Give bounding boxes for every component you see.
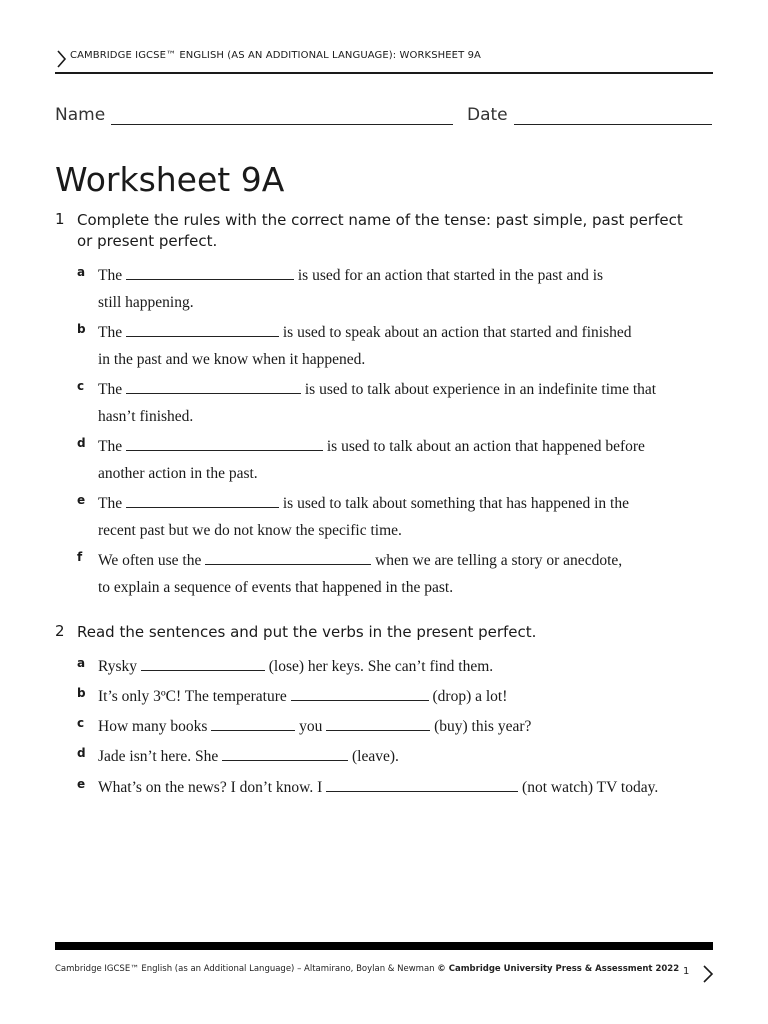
item-text: still happening.: [98, 294, 194, 311]
item-text: in the past and we know when it happened.: [98, 351, 366, 368]
question-instruction: Complete the rules with the correct name of the tense: past simple, past perfect or present perfect.: [77, 211, 683, 250]
question-instruction: Read the sentences and put the verbs in the present perfect.: [77, 623, 537, 641]
answer-blank[interactable]: [211, 716, 295, 731]
item-text: is used to talk about something that has happened in the: [282, 495, 629, 512]
item-text: How many books: [98, 718, 208, 735]
answer-blank[interactable]: [291, 686, 429, 701]
chevron-right-icon[interactable]: [702, 964, 714, 984]
item-letter: a: [77, 656, 86, 670]
item-text: Jade isn’t here. She: [98, 748, 219, 765]
item-text: to explain a sequence of events that happened in the past.: [98, 579, 454, 596]
answer-blank[interactable]: [205, 550, 371, 565]
answer-blank[interactable]: [222, 746, 348, 761]
name-label: Name: [55, 105, 106, 125]
item-letter: f: [77, 550, 83, 564]
item-text: recent past but we do not know the specific time.: [98, 522, 402, 539]
item-text: (lose) her keys. She can’t find them.: [268, 658, 494, 675]
answer-blank[interactable]: [126, 493, 279, 508]
answer-blank[interactable]: [326, 716, 430, 731]
header-rule: [55, 72, 713, 74]
item-text: is used to speak about an action that started and finished: [282, 324, 632, 341]
item-text: (leave).: [352, 748, 399, 765]
question-number: 2: [55, 622, 65, 640]
item-text: (not watch) TV today.: [522, 779, 659, 796]
answer-blank[interactable]: [126, 265, 294, 280]
name-field: [55, 104, 453, 125]
item-text: The: [98, 267, 123, 284]
name-line[interactable]: [111, 104, 453, 125]
page-header: [55, 46, 713, 74]
answer-blank[interactable]: [126, 436, 323, 451]
item-text: The: [98, 495, 123, 512]
footer-copyright: [55, 964, 679, 974]
answer-blank[interactable]: [126, 322, 279, 337]
footer-credits: Cambridge IGCSE™ English (as an Additional Language) – Altamirano, Boylan & Newman: [55, 964, 438, 974]
item-text: another action in the past.: [98, 465, 258, 482]
question-number: 1: [55, 210, 65, 228]
answer-blank[interactable]: [126, 379, 301, 394]
page-number: 1: [683, 966, 690, 977]
item-text: hasn’t finished.: [98, 408, 194, 425]
item-text: (buy) this year?: [434, 718, 532, 735]
item-letter: e: [77, 493, 86, 507]
item-text: is used to talk about experience in an indefinite time that: [304, 381, 657, 398]
item-text: We often use the: [98, 552, 202, 569]
item-text: (drop) a lot!: [432, 688, 508, 705]
item-text: The: [98, 381, 123, 398]
answer-blank[interactable]: [141, 656, 265, 671]
item-text: is used to talk about an action that happened before: [326, 438, 645, 455]
footer-copyright-bold: © Cambridge University Press & Assessment 2022: [437, 964, 680, 974]
item-text: It’s only 3ºC! The temperature: [98, 688, 287, 705]
date-field: [467, 104, 712, 125]
footer-bar: [55, 942, 713, 950]
date-line[interactable]: [514, 104, 712, 125]
item-text: when we are telling a story or anecdote,: [375, 552, 623, 569]
item-text: The: [98, 438, 123, 455]
item-letter: a: [77, 265, 86, 279]
header-title: CAMBRIDGE IGCSE™ ENGLISH (AS AN ADDITIONAL LANGUAGE): WORKSHEET 9A: [70, 50, 481, 61]
item-text: is used for an action that started in the past and is: [297, 267, 604, 284]
date-label: Date: [467, 105, 508, 125]
page-title: Worksheet 9A: [55, 160, 285, 199]
item-text: Rysky: [98, 658, 137, 675]
item-letter: c: [77, 716, 85, 730]
chevron-right-icon: [55, 50, 69, 68]
item-letter: d: [77, 436, 86, 450]
answer-blank[interactable]: [326, 777, 518, 792]
item-letter: b: [77, 322, 86, 336]
item-text: What’s on the news? I don’t know. I: [98, 779, 323, 796]
item-text: you: [299, 718, 323, 735]
item-text: The: [98, 324, 123, 341]
item-letter: c: [77, 379, 85, 393]
item-letter: d: [77, 746, 86, 760]
item-letter: b: [77, 686, 86, 700]
item-letter: e: [77, 777, 86, 791]
